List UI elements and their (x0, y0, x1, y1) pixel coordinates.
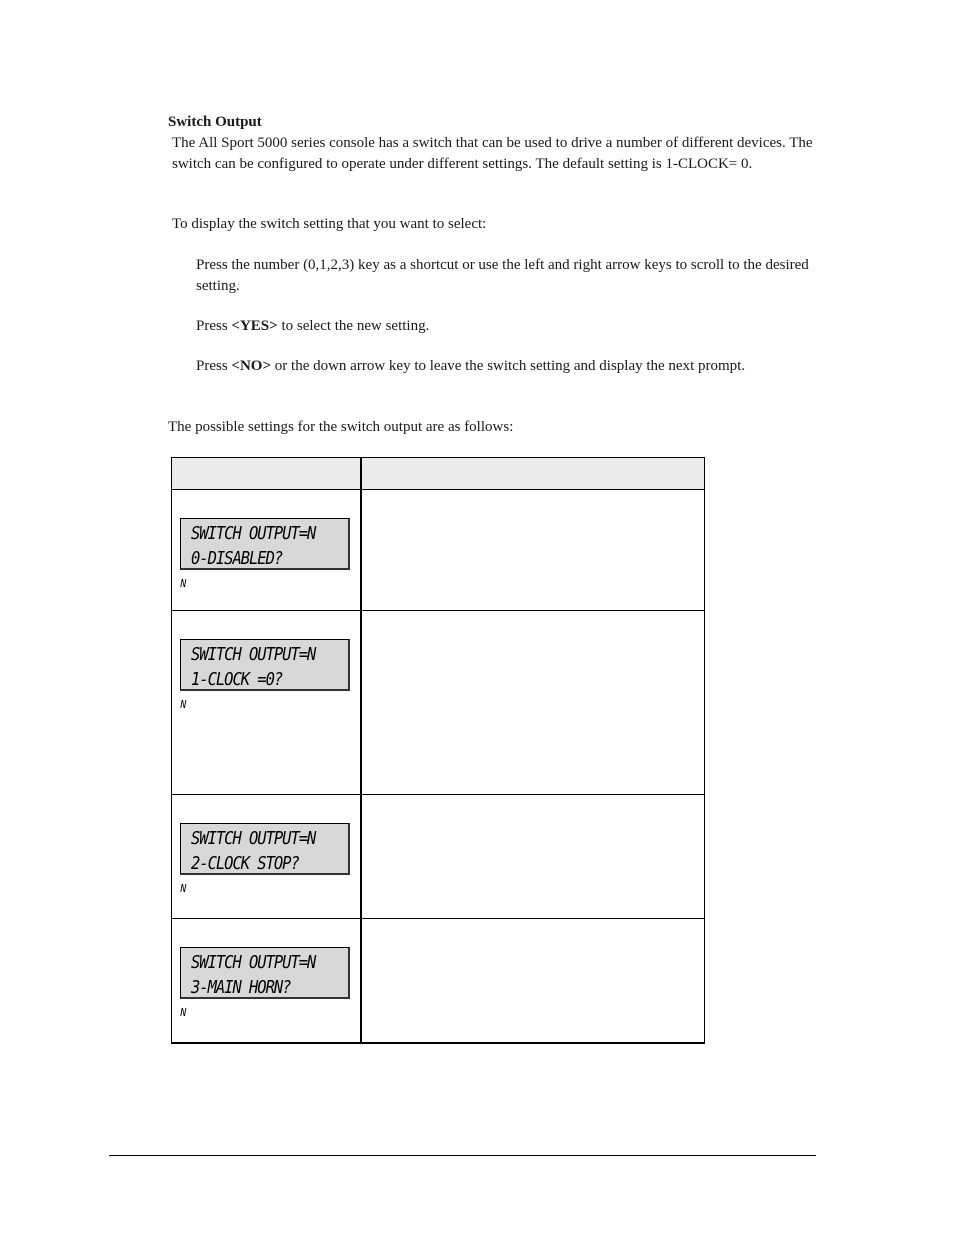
step-yes (196, 316, 811, 337)
step-no-pre: Press (196, 358, 232, 374)
section-heading: Switch Output (168, 114, 262, 130)
description-cell (361, 490, 705, 611)
lcd-cell (172, 919, 362, 1044)
lcd-line-1: SWITCH OUTPUT=N (191, 523, 316, 544)
description-cell (361, 795, 705, 919)
lcd-cell (172, 795, 362, 919)
display-instruction: To display the switch setting that you want to select: (172, 216, 487, 232)
table-row (172, 795, 705, 919)
lcd-mark: N (180, 577, 187, 590)
step-no (196, 356, 811, 377)
no-key: <NO> (231, 358, 272, 374)
table-header-row (172, 458, 705, 490)
lcd-line-2: 3-MAIN HORN? (191, 977, 291, 998)
table-row (172, 490, 705, 611)
table-row (172, 611, 705, 795)
lcd-mark: N (180, 882, 187, 895)
intro-paragraph: The All Sport 5000 series console has a switch that can be used to drive a number of different devices. The switch can be configured to operate under different settings. The default setting is 1-CLOCK= 0. (172, 135, 813, 172)
yes-key: <YES> (231, 318, 278, 334)
step-shortcut: Press the number (0,1,2,3) key as a shortcut or use the left and right arrow keys to scroll to the desired setting. (196, 257, 809, 294)
header-cell-display (172, 458, 362, 490)
lcd-line-2: 0-DISABLED? (191, 548, 283, 569)
lcd-line-1: SWITCH OUTPUT=N (191, 644, 316, 665)
lcd-mark: N (180, 698, 187, 711)
lcd-line-2: 2-CLOCK STOP? (191, 853, 299, 874)
lcd-display (180, 823, 350, 875)
table-row (172, 919, 705, 1044)
possible-settings-intro: The possible settings for the switch output are as follows: (168, 419, 514, 435)
step-yes-pre: Press (196, 318, 232, 334)
lcd-display (180, 947, 350, 999)
lcd-line-2: 1-CLOCK =0? (191, 669, 283, 690)
lcd-line-1: SWITCH OUTPUT=N (191, 828, 316, 849)
lcd-cell (172, 611, 362, 795)
description-cell (361, 611, 705, 795)
description-cell (361, 919, 705, 1044)
lcd-display (180, 518, 350, 570)
footer-rule (109, 1155, 816, 1156)
step-no-post: or the down arrow key to leave the switch setting and display the next prompt. (271, 358, 746, 374)
lcd-mark: N (180, 1006, 187, 1019)
step-yes-post: to select the new setting. (277, 318, 430, 334)
lcd-cell (172, 490, 362, 611)
header-cell-description (361, 458, 705, 490)
lcd-display (180, 639, 350, 691)
lcd-line-1: SWITCH OUTPUT=N (191, 952, 316, 973)
settings-table (171, 457, 705, 1044)
